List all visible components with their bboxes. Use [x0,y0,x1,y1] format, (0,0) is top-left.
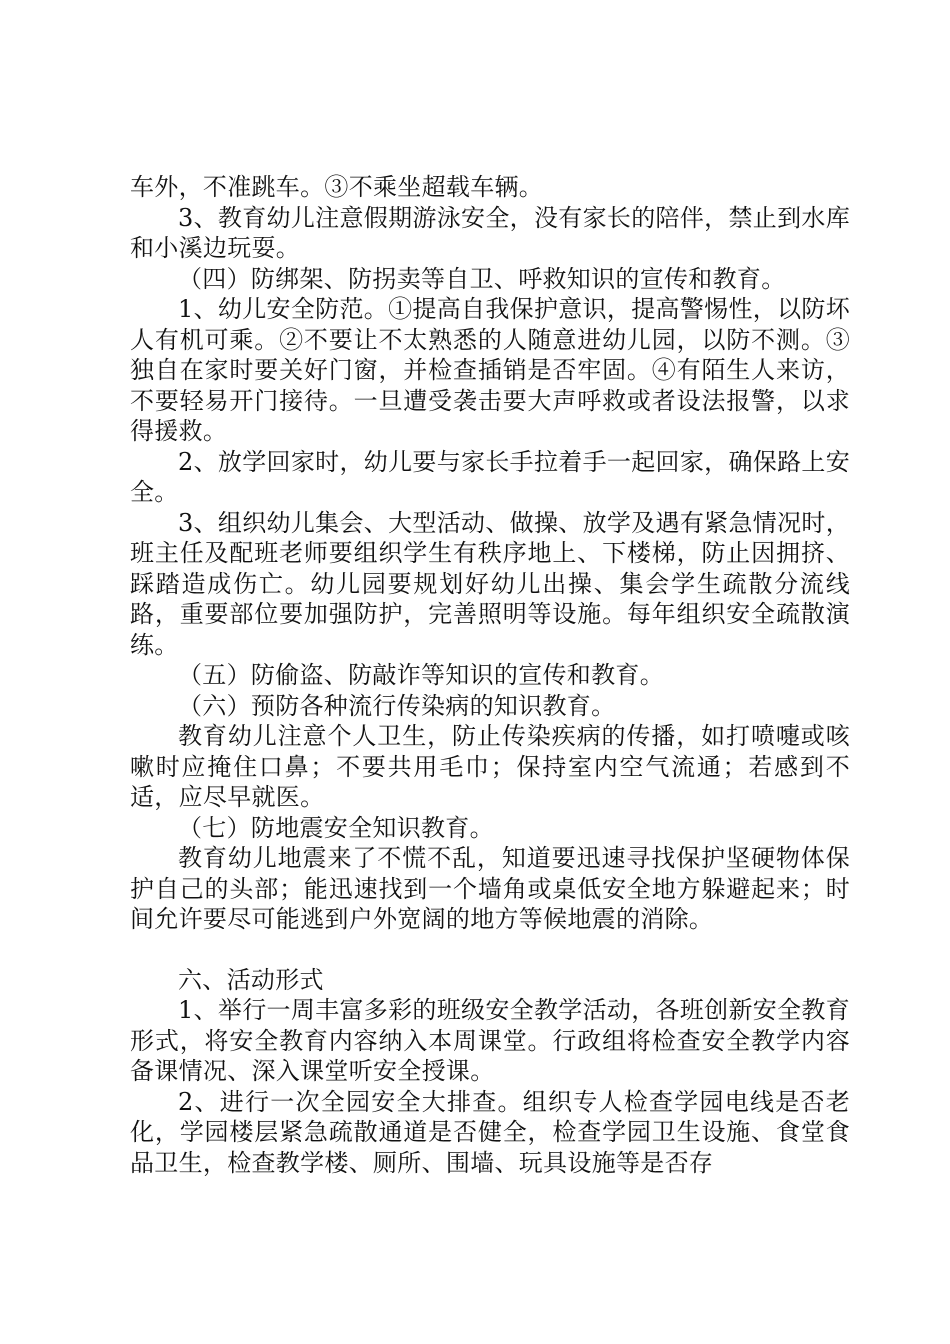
section-heading-anti-theft: （五）防偷盗、防敲诈等知识的宣传和教育。 [178,661,664,689]
paragraph-personal-hygiene: 教育幼儿注意个人卫生，防止传染疾病的传播，如打喷嚏或咳嗽时应掩住口鼻；不要共用毛巾；保持室内空气流通；若感到不适，应尽早就医。 [130,722,850,811]
paragraph-assembly-evacuation: 3、组织幼儿集会、大型活动、做操、放学及遇有紧急情况时，班主任及配班老师要组织学生有秩序地上、下楼梯，防止因拥挤、踩踏造成伤亡。幼儿园要规划好幼儿出操、集会学生疏散分流线路，重要部位要加强防护，完善照明等设施。每年组织安全疏散演练。 [130,508,850,659]
document-body [130,172,850,1178]
paragraph-class-safety-activities: 1、举行一周丰富多彩的班级安全教学活动，各班创新安全教育形式，将安全教育内容纳入本周课堂。行政组将检查安全教学内容备课情况、深入课堂听安全授课。 [130,996,850,1085]
paragraph-swimming-safety: 3、教育幼儿注意假期游泳安全，没有家长的陪伴，禁止到水库和小溪边玩耍。 [130,203,850,262]
blank-line [130,935,850,965]
paragraph-school-dismissal: 2、放学回家时，幼儿要与家长手拉着手一起回家，确保路上安全。 [130,447,850,506]
paragraph-earthquake-response: 教育幼儿地震来了不慌不乱，知道要迅速寻找保护坚硬物体保护自己的头部；能迅速找到一个墙角或桌低安全地方躲避起来；时间允许要尽可能逃到户外宽阔的地方等候地震的消除。 [130,844,850,933]
section-heading-anti-kidnapping: （四）防绑架、防拐卖等自卫、呼救知识的宣传和教育。 [178,264,786,293]
paragraph-transport-rules-end: 车外，不准跳车。③不乘坐超载车辆。 [130,173,544,201]
section-heading-activity-forms: 六、活动形式 [178,965,324,994]
section-heading-epidemic-prevention: （六）预防各种流行传染病的知识教育。 [178,691,616,720]
paragraph-child-safety-prevention: 1、幼儿安全防范。①提高自我保护意识，提高警惕性，以防坏人有机可乘。②不要让不太熟悉的人随意进幼儿园，以防不测。③独自在家时要关好门窗，并检查插销是否牢固。④有陌生人来访，不要轻易开门接待。一旦遭受袭击要大声呼救或者设法报警，以求得援救。 [130,295,850,445]
paragraph-campus-safety-inspection: 2、进行一次全园安全大排查。组织专人检查学园电线是否老化，学园楼层紧急疏散通道是否健全，检查学园卫生设施、食堂食品卫生，检查教学楼、厕所、围墙、玩具设施等是否存 [130,1087,850,1177]
section-heading-earthquake-safety: （七）防地震安全知识教育。 [178,813,494,842]
